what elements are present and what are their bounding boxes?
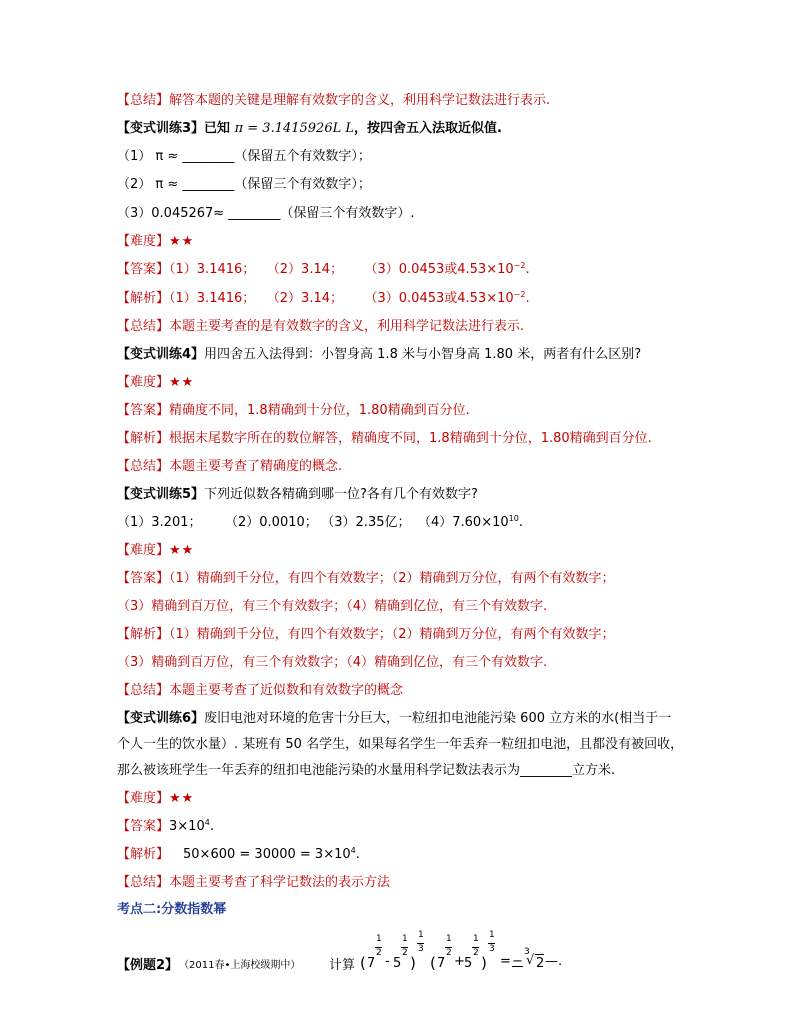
example-2 [117,930,637,976]
summary-line-1 [117,92,550,110]
exp-denominator: 2 [473,948,479,958]
exp-numerator: 1 [402,934,408,944]
answer-part: （2）3.14； [273,262,343,277]
answer-part: （3）0.0453或4.53×10 [371,262,514,277]
analysis-tag: 【解析】 [117,627,170,642]
period: . [525,291,530,306]
difficulty-line [117,790,194,808]
minus-sign: - [385,954,390,969]
variant-tag: 【变式训练3】 [117,121,205,136]
exp-numerator: 1 [376,934,382,944]
exponent: 10 [508,514,519,523]
exp-denominator: 2 [402,948,408,958]
exponent: 4 [350,846,356,855]
analysis-part: （1）3.1416； [169,291,256,306]
answer-text: 精确度不同，1.8精确到十分位，1.80精确到百分位. [169,403,470,418]
star-icon: ★★ [169,234,195,249]
variant-3-heading [117,120,502,138]
summary-line [117,318,524,336]
analysis-part: （3）0.0453或4.53×10 [371,291,514,306]
answer-line [117,818,214,836]
base: 7 [367,956,376,971]
analysis-tag: 【解析】 [117,431,170,446]
question-line: 个人一生的饮水量）. 某班有 50 名学生，如果每名学生一年丢弃一粒纽扣电池，且都没有被回收， [117,737,684,752]
pi-expression: π = 3.1415926L L [234,121,354,136]
answer-line [117,261,530,279]
summary-text: 本题主要考查了近似数和有效数字的概念 [169,683,404,698]
answer-tag: 【答案】 [117,819,170,834]
period: . [209,819,214,834]
summary-line [117,682,403,700]
difficulty-tag: 【难度】 [117,543,170,558]
answer-tag: 【答案】 [117,262,170,277]
difficulty-tag: 【难度】 [117,791,170,806]
difficulty-line [117,233,194,251]
exp-numerator: 1 [446,934,452,944]
variant-text: ，按四舍五入法取近似值. [354,121,502,136]
base: 7 [437,956,446,971]
question-line: 那么被该班学生一年丢弃的纽扣电池能污染的水量用科学记数法表示为________立方米. [117,763,616,778]
close-paren: ) [410,954,416,972]
example-source: （2011春•上海校级期中） [179,960,301,971]
exp-denominator: 2 [376,948,382,958]
analysis-text: 50×600 = 30000 = 3×10 [183,847,351,862]
equals-sign: = [500,954,511,969]
analysis-line-2: （3）精确到百万位，有三个有效数字；（4）精确到亿位，有三个有效数字. [117,655,548,670]
answer-tag: 【答案】 [117,403,170,418]
period: . [525,262,530,277]
question-line [117,514,523,532]
answer-part: （1）3.1416； [169,262,256,277]
summary-tag: 【总结】 [117,459,170,474]
summary-line [117,458,342,476]
analysis-tag: 【解析】 [117,291,170,306]
root-icon: √ [526,953,535,968]
variant-6-heading [117,710,671,728]
answer-line-2: （3）精确到百万位，有三个有效数字；（4）精确到亿位，有三个有效数字. [117,599,548,614]
exp-numerator: 1 [418,930,424,940]
root-index: 3 [524,947,530,957]
variant-tag: 【变式训练4】 [117,347,205,362]
summary-text: 解答本题的关键是理解有效数字的含义，利用科学记数法进行表示. [169,93,551,108]
base: 5 [393,956,402,971]
example-tag: 【例题2】 [117,958,179,973]
answer-prefix: − [512,954,523,969]
root-bar [535,954,544,955]
answer-text: 3×10 [169,819,205,834]
difficulty-line [117,542,194,560]
close-paren: ) [481,954,487,972]
root-argument: 2 [536,956,545,971]
variant-text: 下列近似数各精确到哪一位?各有几个有效数字? [204,487,478,502]
answer-line [117,570,615,588]
summary-text: 本题主要考查的是有效数字的含义，利用科学记数法进行表示. [169,319,525,334]
summary-tag: 【总结】 [117,683,170,698]
analysis-line [117,430,652,448]
question-line: （1） π ≈ ________（保留五个有效数字）； [117,149,371,164]
variant-4-heading [117,346,641,364]
exponent: −2 [513,290,526,299]
plus-sign: + [454,954,465,969]
exponent: −2 [513,261,526,270]
star-icon: ★★ [169,543,195,558]
section-heading: 考点二:分数指数幂 [117,902,227,917]
question-line: （2） π ≈ ________（保留三个有效数字）； [117,177,371,192]
variant-tag: 【变式训练5】 [117,487,205,502]
analysis-line [117,626,615,644]
question-part: （4）7.60×10 [424,515,509,530]
question-part: （2）0.0010； [231,515,318,530]
analysis-tag: 【解析】 [117,847,170,862]
exp-numerator: 1 [489,930,495,940]
summary-line [117,874,390,892]
open-paren: ( [360,954,366,972]
summary-text: 本题主要考查了精确度的概念. [169,459,343,474]
summary-tag: 【总结】 [117,875,170,890]
analysis-text: （1）精确到千分位，有四个有效数字；（2）精确到万分位，有两个有效数字； [169,627,615,642]
period: . [355,847,360,862]
question-part: （3）2.35亿； [327,515,411,530]
question-line: （3）0.045267≈ ________（保留三个有效数字）. [117,206,415,221]
exp-denominator: 3 [418,944,424,954]
answer-tag: 【答案】 [117,571,170,586]
period: . [518,515,523,530]
variant-5-heading [117,486,478,504]
exponent: 4 [204,818,210,827]
question-part: （1）3.201； [117,515,202,530]
answer-line [117,402,470,420]
example-verb: 计算 [329,958,356,973]
analysis-line [117,846,360,864]
base: 5 [464,956,473,971]
difficulty-tag: 【难度】 [117,234,170,249]
analysis-part: （2）3.14； [273,291,343,306]
exp-denominator: 3 [489,944,495,954]
summary-tag: 【总结】 [117,93,170,108]
exp-denominator: 2 [446,948,452,958]
summary-tag: 【总结】 [117,319,170,334]
difficulty-line [117,374,194,392]
difficulty-tag: 【难度】 [117,375,170,390]
analysis-line [117,290,530,308]
star-icon: ★★ [169,375,195,390]
variant-text: 用四舍五入法得到：小智身高 1.8 米与小智身高 1.80 米，两者有什么区别? [204,347,642,362]
summary-text: 本题主要考查了科学记数法的表示方法 [169,875,391,890]
exp-numerator: 1 [473,934,479,944]
variant-text: 已知 [204,121,231,136]
variant-text: 废旧电池对环境的危害十分巨大，一粒纽扣电池能污染 600 立方米的水(相当于一 [204,711,672,726]
analysis-text: 根据末尾数字所在的数位解答，精确度不同，1.8精确到十分位，1.80精确到百分位. [169,431,652,446]
variant-tag: 【变式训练6】 [117,711,205,726]
answer-text: （1）精确到千分位，有四个有效数字；（2）精确到万分位，有两个有效数字； [169,571,615,586]
open-paren: ( [430,954,436,972]
star-icon: ★★ [169,791,195,806]
answer-tail: —. [545,954,563,969]
